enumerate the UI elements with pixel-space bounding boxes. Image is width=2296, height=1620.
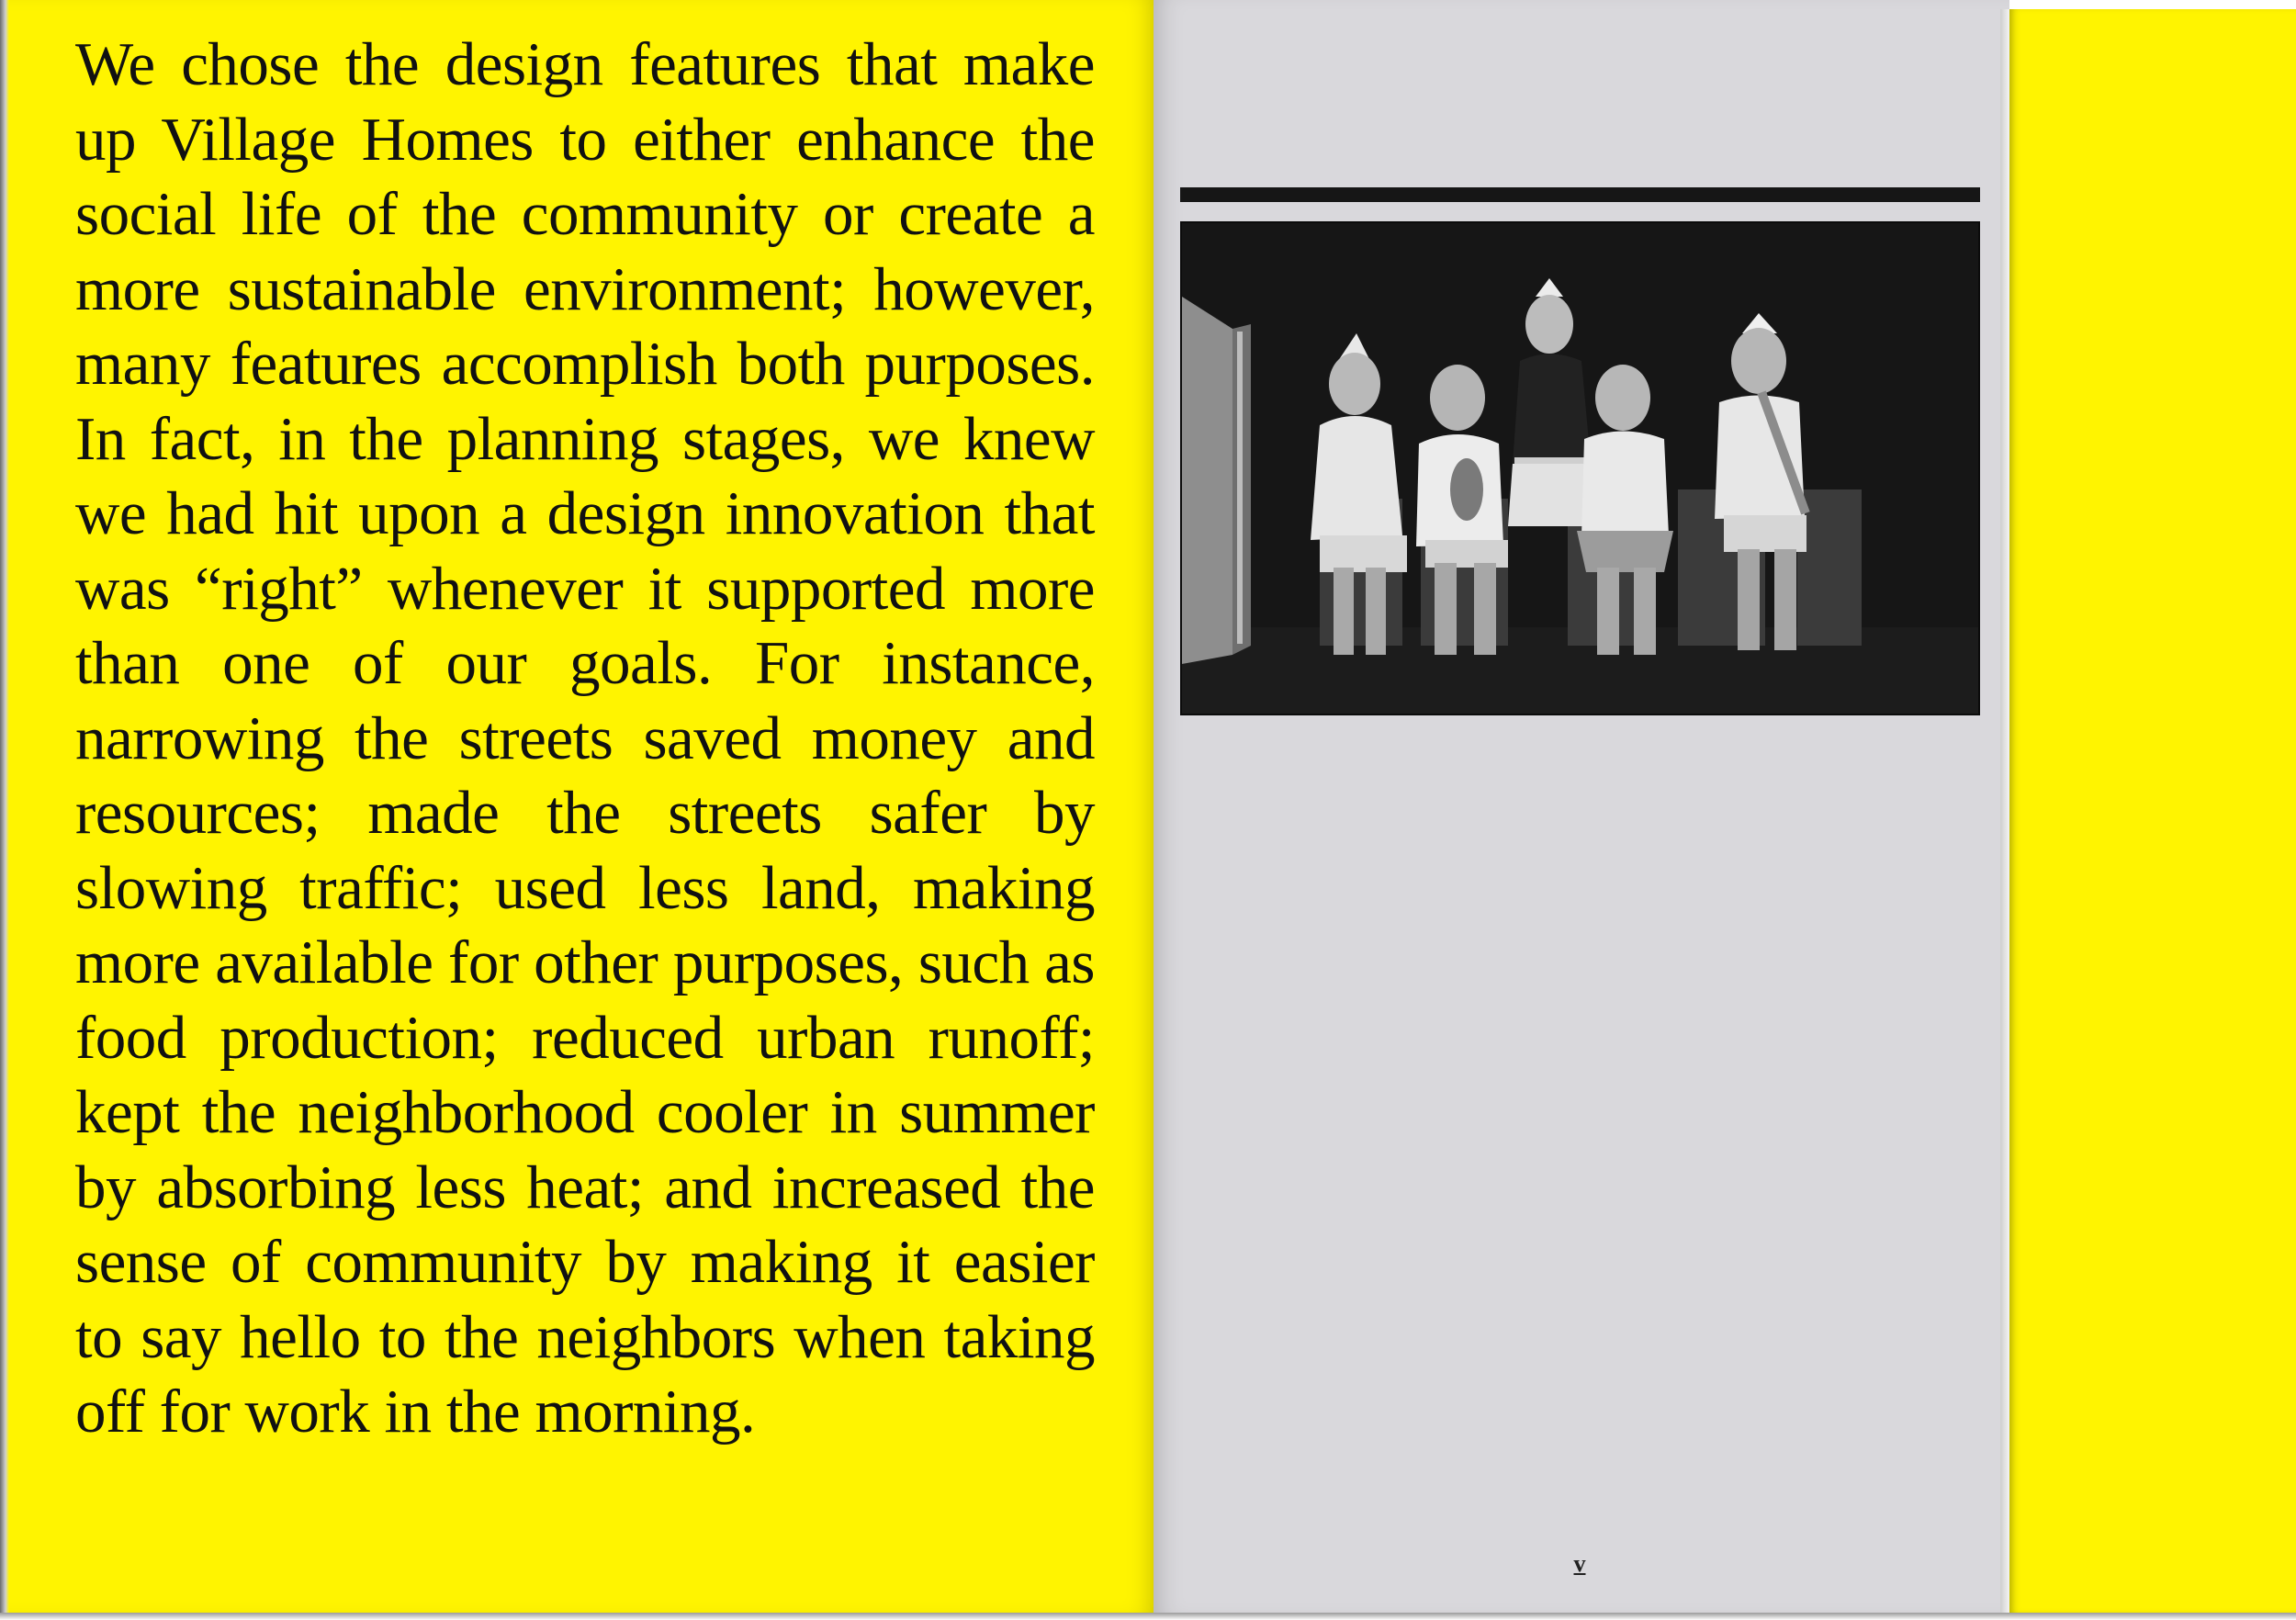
page-number: v [1573,1550,1586,1577]
left-page-edge [0,0,9,1620]
bottom-edge-shadow [0,1613,2296,1620]
header-rule [1180,187,1980,202]
left-page [7,0,1154,1613]
right-yellow-flap [2009,9,2296,1613]
flap-edge [2000,9,2009,1613]
photo-image [1182,223,1978,714]
body-paragraph: We chose the design features that make up Village Homes to either enhance the social life of the community or create a more sustainable environment; however, many features accomplish both purposes. In fact, in the planning stages, we knew we had hit upon a design innovation that was “right” whenever it supported more than one of our goals. For instance, narrowing the streets saved money and resources; made the streets safer by slowing traffic; used less land, making more available for other purposes, such as food production; reduced urban runoff; kept the neighborhood cooler in summer by absorbing less heat; and increased the sense of community by making it easier to say hello to the neighbors when taking off for work in the morning. [75,30,1095,1446]
photo-group-of-girls [1180,221,1980,715]
